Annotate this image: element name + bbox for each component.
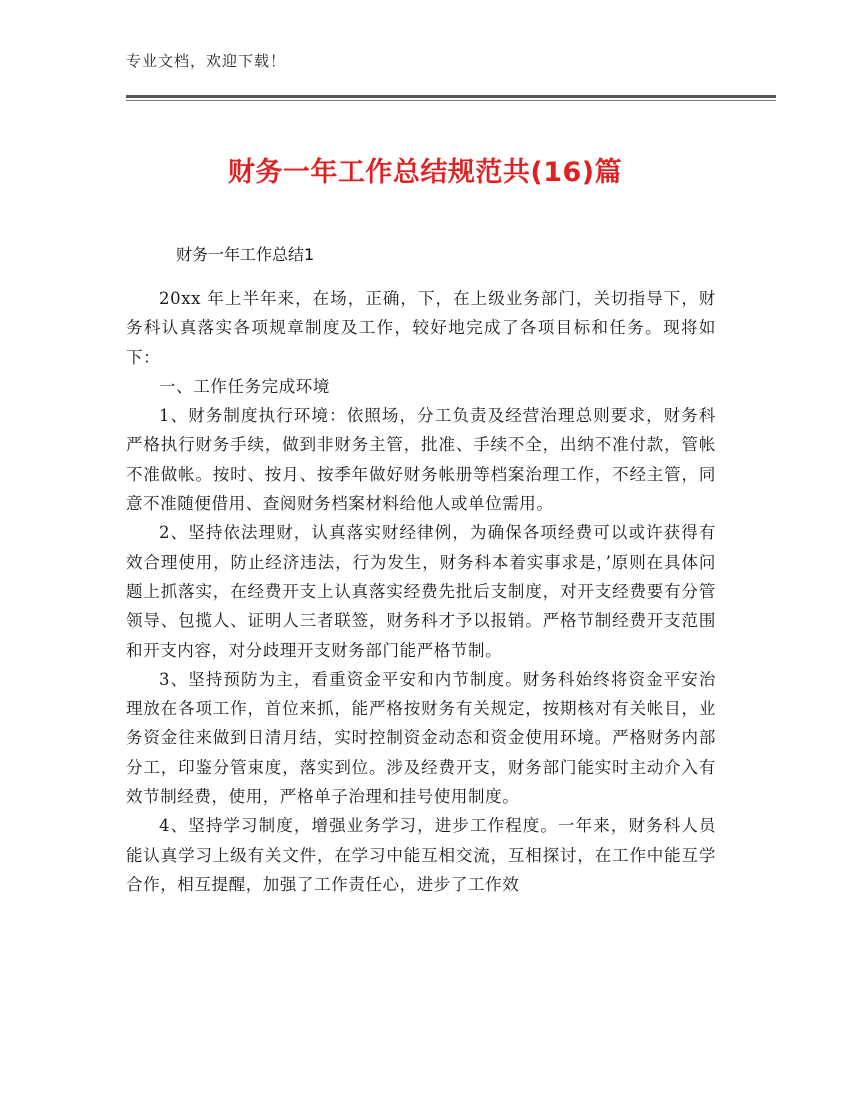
section-heading: 财务一年工作总结1 xyxy=(176,245,315,264)
header-note: 专业文档，欢迎下载！ xyxy=(126,52,287,70)
paragraph-item-2: 2、坚持依法理财，认真落实财经律例，为确保各项经费可以或许获得有效合理使用，防止经济违法，行为发生，财务科本着实事求是，’原则在具体问题上抓落实，在经费开支上认真落实经费先批后支制度，对开支经费要有分管领导、包揽人、证明人三者联签，财务科才予以报销。严格节制经费开支范围和开支内容，对分歧理开支财务部门能严格节制。 xyxy=(126,523,716,660)
paragraph-item-1: 1、财务制度执行环境：依照场，分工负责及经营治理总则要求，财务科严格执行财务手续，做到非财务主管，批准、手续不全，出纳不准付款，管帐不准做帐。按时、按月、按季年做好财务帐册等档案治理工作，不经主管，同意不准随便借用、查阅财务档案材料给他人或单位需用。 xyxy=(126,406,716,514)
paragraph-subheading: 一、工作任务完成环境 xyxy=(159,376,330,396)
paragraph-item-4: 4、坚持学习制度，增强业务学习，进步工作程度。一年来，财务科人员能认真学习上级有关文件，在学习中能互相交流，互相探讨，在工作中能互学合作，相互提醒，加强了工作责任心，进步了工作效 xyxy=(126,816,716,894)
paragraph-intro: 20xx 年上半年来，在场，正确，下，在上级业务部门，关切指导下，财务科认真落实各项规章制度及工作，较好地完成了各项目标和任务。现将如下： xyxy=(126,289,716,367)
document-body xyxy=(126,284,716,899)
paragraph-item-3: 3、坚持预防为主，看重资金平安和内节制度。财务科始终将资金平安治理放在各项工作，首位来抓，能严格按财务有关规定，按期核对有关帐目，业务资金往来做到日清月结，实时控制资金动态和资金使用环境。严格财务内部分工，印鉴分管束度，落实到位。涉及经费开支，财务部门能实时主动介入有效节制经费，使用，严格单子治理和挂号使用制度。 xyxy=(126,669,716,807)
header-divider-thick xyxy=(126,95,776,98)
header-divider-thin xyxy=(126,100,776,101)
document-title: 财务一年工作总结规范共(16)篇 xyxy=(227,157,623,188)
